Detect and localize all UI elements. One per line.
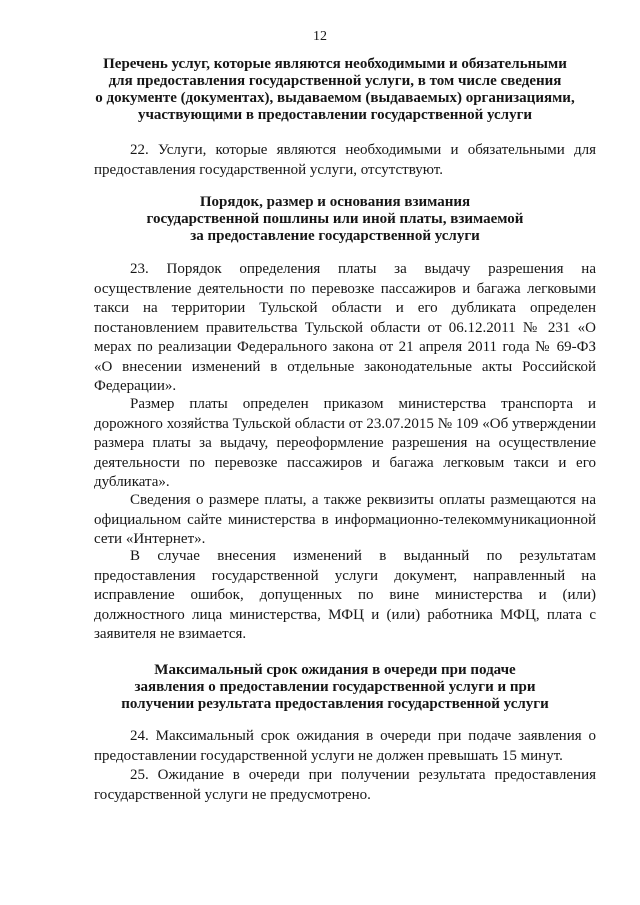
- section-heading-state-fee: Порядок, размер и основания взимания государственной пошлины или иной платы, взимаемой за предоставление государственной услуги: [146, 194, 524, 244]
- paragraph-23: 23. Порядок определения платы за выдачу разрешения на осуществление деятельности по перевозке пассажиров и багажа легковыми такси на территории Тульской области и его дубликата определен постановлением правительства Тульской области от 06.12.2011 № 231 «О мерах по реализации Федерального закона от 21 апреля 2011 года № 69-ФЗ «О внесении изменений в отдельные законодательные акты Российской Федерации».: [94, 261, 596, 394]
- paragraph-25: 25. Ожидание в очереди при получении результата предоставления государственной услуги не предусмотрено.: [94, 767, 596, 803]
- section-heading-queue-time: Максимальный срок ожидания в очереди при подаче заявления о предоставлении государственной услуги и при получении результата предоставления государственной услуги: [121, 662, 549, 712]
- paragraph-22: 22. Услуги, которые являются необходимыми и обязательными для предоставления государственной услуги, отсутствуют.: [94, 142, 596, 178]
- paragraph-no-fee-corrections: В случае внесения изменений в выданный по результатам предоставления государственной услуги документ, направленный на исправление ошибок, допущенных по вине министерства и (или) должностного лица министерства, МФЦ и (или) работника МФЦ, плата с заявителя не взимается.: [94, 548, 596, 642]
- page-number: 12: [313, 29, 327, 44]
- section-heading-required-services: Перечень услуг, которые являются необходимыми и обязательными для предоставления государственной услуги, в том числе сведения о документе (документах), выдаваемом (выдаваемых) организациями, участвующими в предоставлении государственной услуги: [95, 56, 575, 123]
- paragraph-fee-details: Сведения о размере платы, а также реквизиты оплаты размещаются на официальном сайте министерства в информационно-телекоммуникационной сети «Интернет».: [94, 492, 596, 547]
- paragraph-fee-amount: Размер платы определен приказом министерства транспорта и дорожного хозяйства Тульской области от 23.07.2015 № 109 «Об утверждении размера платы за выдачу, переоформление разрешения на осуществление деятельности по перевозке пассажиров и багажа легковым такси и его дубликата».: [94, 396, 596, 490]
- paragraph-24: 24. Максимальный срок ожидания в очереди при подаче заявления о предоставлении государственной услуги не должен превышать 15 минут.: [94, 728, 596, 764]
